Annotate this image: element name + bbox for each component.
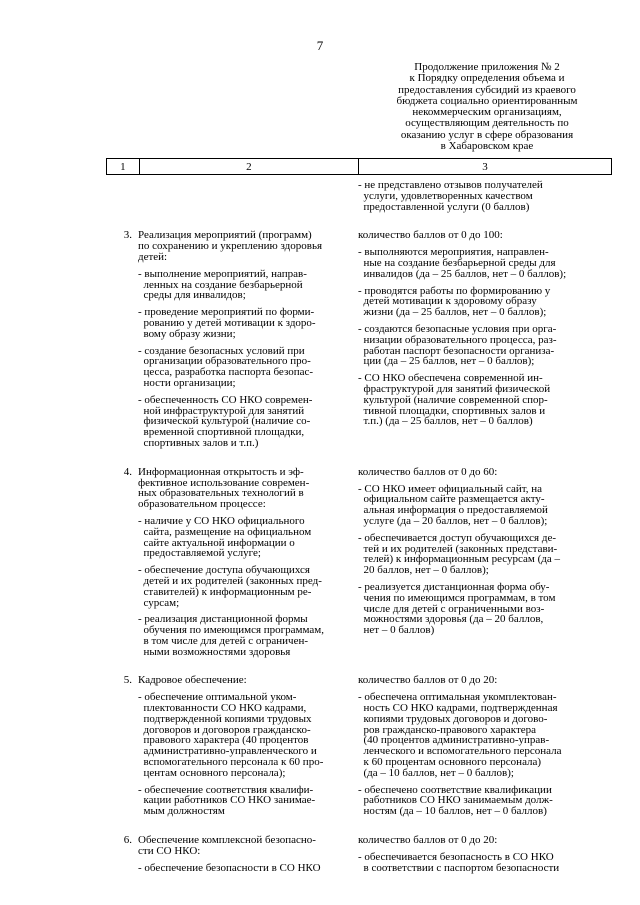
criterion-cell bbox=[138, 467, 358, 664]
table-row bbox=[106, 835, 612, 879]
scoring-text: - обеспечена оптимальная укомплектован- ность СО НКО кадрами, подтвержденная копиями трудовых договоров и догово- ров гражданско-правового характера (40 процентов административно-управ- ленческого и вспомогательного персонала к 60 процентам основного персонала) (да – 10 баллов, нет – 0 баллов); bbox=[358, 691, 562, 779]
criteria-table-body bbox=[106, 180, 612, 891]
criterion-cell bbox=[138, 675, 358, 823]
criterion-cell bbox=[138, 835, 358, 879]
scoring-cell bbox=[358, 230, 612, 454]
scoring-text: - создаются безопасные условия при орга- низации образовательного процесса, раз- работан паспорт безопасности организа- ции (да – 25 баллов, нет – 0 баллов); bbox=[358, 322, 557, 368]
table-row bbox=[106, 230, 612, 454]
table-row bbox=[106, 180, 612, 218]
row-number: 4. bbox=[123, 465, 132, 478]
criterion-text: - обеспечение оптимальной уком- плектованности СО НКО кадрами, подтвержденной копиями трудовых договоров и договоров гражданско- правового характера (40 процентов административно-управленческого и вспомогательного персонала к 60 про- центам основного персонала); bbox=[138, 691, 324, 779]
criterion-cell bbox=[138, 230, 358, 454]
page-number: 7 bbox=[316, 38, 324, 53]
row-number bbox=[106, 180, 138, 218]
criterion-text: - обеспечение безопасности в СО НКО bbox=[138, 861, 321, 874]
scoring-text: - не представлено отзывов получателей услуги, удовлетворенных качеством предоставленной услуги (0 баллов) bbox=[358, 179, 543, 213]
scoring-cell bbox=[358, 835, 612, 879]
scoring-text: количество баллов от 0 до 60: bbox=[358, 465, 498, 478]
scoring-cell bbox=[358, 180, 612, 218]
table-row bbox=[106, 467, 612, 664]
appendix-line: бюджета социально ориентированным bbox=[396, 94, 578, 107]
criterion-text: - выполнение мероприятий, направ- ленных на создание безбарьерной среды для инвалидов; bbox=[138, 267, 307, 302]
criterion-text: Кадровое обеспечение: bbox=[138, 674, 247, 687]
criterion-text: Обеспечение комплексной безопасно- сти СО НКО: bbox=[138, 834, 316, 857]
scoring-text: - проводятся работы по формированию у детей мотивации к здоровому образу жизни (да – 25 баллов, нет – 0 баллов); bbox=[358, 284, 551, 319]
column-header-2: 2 bbox=[139, 159, 358, 175]
appendix-header bbox=[362, 62, 612, 152]
criterion-text: - обеспечение соответствия квалифи- кации работников СО НКО занимае- мым должностям bbox=[138, 783, 316, 818]
column-header-1: 1 bbox=[107, 159, 140, 175]
criterion-cell bbox=[138, 180, 358, 218]
scoring-text: - обеспечивается безопасность в СО НКО в соответствии с паспортом безопасности bbox=[358, 850, 560, 874]
appendix-line: Продолжение приложения № 2 bbox=[414, 61, 560, 73]
criterion-text: - наличие у СО НКО официального сайта, размещение на официальном сайте актуальной информации о предоставляемой услуге; bbox=[138, 514, 312, 560]
appendix-line: оказанию услуг в сфере образования bbox=[400, 128, 574, 141]
criterion-text: Реализация мероприятий (программ) по сохранению и укреплению здоровья детей: bbox=[138, 229, 323, 263]
criterion-text: Информационная открытость и эф- фективное использование современ- ных образовательных технологий в образовательном процессе: bbox=[138, 465, 310, 511]
row-number: 6. bbox=[123, 834, 132, 847]
criterion-text: - обеспеченность СО НКО современ- ной инфраструктурой для занятий физической культурой (наличие со- временной спортивной площадки, спортивных залов и т.п.) bbox=[138, 393, 313, 449]
appendix-line: некоммерческим организациям, bbox=[412, 106, 562, 119]
appendix-line: в Хабаровском крае bbox=[440, 140, 534, 153]
scoring-text: - реализуется дистанционная форма обу- чения по имеющимся программам, в том числе для детей с ограниченными воз- можностями здоровья (да – 20 баллов, нет – 0 баллов) bbox=[358, 580, 556, 637]
scoring-text: - СО НКО обеспечена современной ин- фраструктурой для занятий физической культурой (наличие современной спор- тивной площадки, спортивных залов и т.п.) (да – 25 баллов, нет – 0 баллов) bbox=[358, 372, 551, 428]
appendix-line: осуществляющим деятельность по bbox=[405, 117, 569, 130]
column-header-table bbox=[106, 158, 612, 175]
scoring-cell bbox=[358, 467, 612, 664]
scoring-text: количество баллов от 0 до 20: bbox=[358, 674, 498, 687]
column-header-3: 3 bbox=[359, 159, 612, 175]
appendix-line: к Порядку определения объема и bbox=[409, 72, 565, 85]
appendix-line: предоставления субсидий из краевого bbox=[398, 83, 576, 96]
row-number: 3. bbox=[123, 229, 132, 242]
scoring-text: - обеспечено соответствие квалификации работников СО НКО занимаемым долж- ностям (да – 10 баллов, нет – 0 баллов) bbox=[358, 783, 553, 818]
table-row bbox=[106, 675, 612, 823]
criterion-text: - реализация дистанционной формы обучения по имеющимся программам, в том числе для детей с ограничен- ными возможностями здоровья bbox=[138, 613, 324, 658]
scoring-text: - СО НКО имеет официальный сайт, на официальном сайте размещается акту- альная информация о предоставляемой услуге (да – 20 баллов, нет – 0 баллов); bbox=[358, 482, 548, 527]
criterion-text: - создание безопасных условий при организации образовательного про- цесса, разработка паспорта безопас- ности организации; bbox=[138, 344, 314, 389]
row-number: 5. bbox=[123, 674, 132, 687]
criterion-text: - проведение мероприятий по форми- рованию у детей мотивации к здоро- вому образу жизни; bbox=[138, 306, 316, 340]
scoring-text: - выполняются мероприятия, направлен- ные на создание безбарьерной среды для инвалидов (да – 25 баллов, нет – 0 баллов); bbox=[358, 246, 567, 280]
scoring-text: - обеспечивается доступ обучающихся де- тей и их родителей (законных представи- телей) к информационным ресурсам (да – 20 баллов, нет – 0 баллов); bbox=[358, 531, 561, 577]
scoring-text: количество баллов от 0 до 100: bbox=[358, 229, 503, 242]
scoring-cell bbox=[358, 675, 612, 823]
scoring-text: количество баллов от 0 до 20: bbox=[358, 834, 498, 847]
criterion-text: - обеспечение доступа обучающихся детей и их родителей (законных пред- ставителей) к информационным ре- сурсам; bbox=[138, 564, 322, 609]
